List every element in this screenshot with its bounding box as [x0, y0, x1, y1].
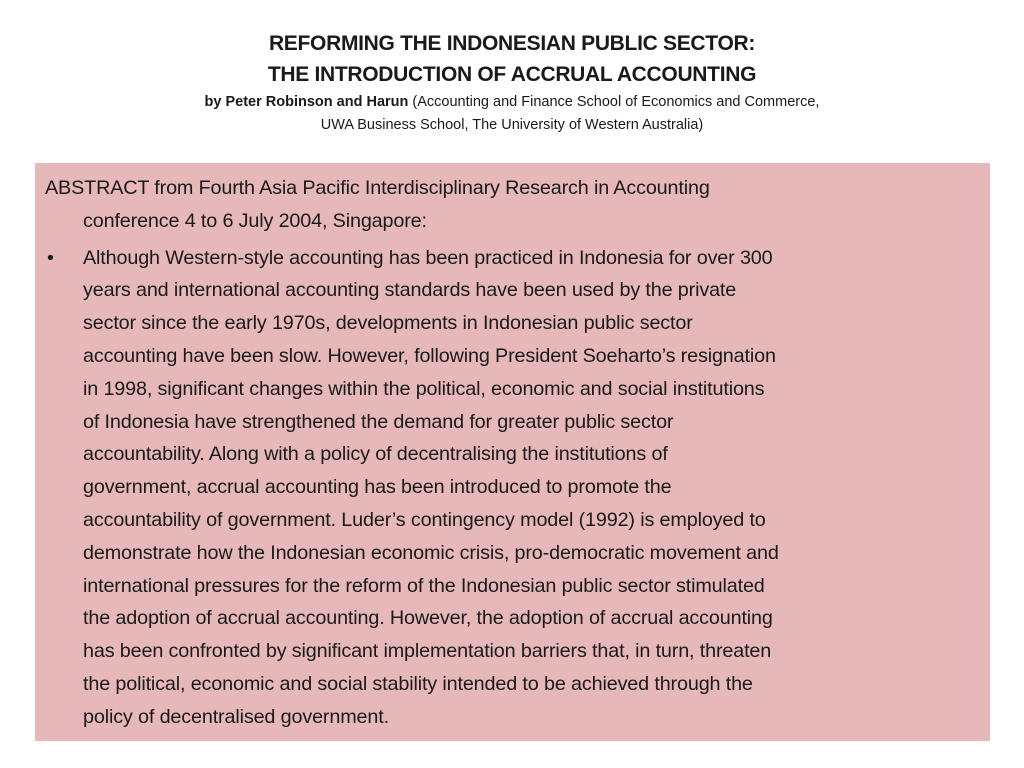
- abstract-body-line: the adoption of accrual accounting. However, the adoption of accrual accounting: [83, 607, 773, 630]
- abstract-body-line: of Indonesia have strengthened the demand for greater public sector: [83, 410, 674, 433]
- affiliation-line-1: (Accounting and Finance School of Economics and Commerce,: [408, 94, 820, 110]
- abstract-body-line: accountability. Along with a policy of decentralising the institutions of: [83, 443, 668, 466]
- abstract-body-line: in 1998, significant changes within the political, economic and social institutions: [83, 377, 765, 400]
- abstract-body-line: demonstrate how the Indonesian economic crisis, pro-democratic movement and: [83, 541, 779, 564]
- abstract-body-line: years and international accounting standards have been used by the private: [83, 279, 737, 302]
- abstract-body-line: has been confronted by significant implementation barriers that, in turn, threaten: [83, 640, 772, 663]
- slide-title-line-2: THE INTRODUCTION OF ACCRUAL ACCOUNTING: [267, 63, 757, 86]
- abstract-bullet-item: [45, 242, 990, 734]
- byline: [0, 91, 1024, 113]
- abstract-box: [35, 163, 990, 741]
- bullet-marker: •: [47, 246, 54, 269]
- abstract-body-line: sector since the early 1970s, developments in Indonesian public sector: [83, 312, 693, 335]
- slide-title-line-1: REFORMING THE INDONESIAN PUBLIC SECTOR:: [268, 32, 756, 55]
- abstract-body-line: Although Western-style accounting has been practiced in Indonesia for over 300: [83, 246, 773, 269]
- abstract-body-line: accounting have been slow. However, following President Soeharto’s resignation: [83, 344, 776, 367]
- abstract-body-line: government, accrual accounting has been introduced to promote the: [83, 476, 672, 499]
- abstract-heading-line: conference 4 to 6 July 2004, Singapore:: [83, 209, 427, 232]
- abstract-heading: [45, 172, 990, 238]
- abstract-body-line: policy of decentralised government.: [83, 705, 389, 728]
- abstract-body-line: the political, economic and social stability intended to be achieved through the: [83, 672, 753, 695]
- affiliation-line-2: UWA Business School, The University of Western Australia): [320, 117, 704, 133]
- abstract-heading-line: ABSTRACT from Fourth Asia Pacific Interdisciplinary Research in Accounting: [45, 177, 710, 199]
- slide-header: [0, 28, 1024, 136]
- authors: by Peter Robinson and Harun: [204, 94, 409, 110]
- abstract-body-line: accountability of government. Luder’s contingency model (1992) is employed to: [83, 508, 766, 531]
- abstract-body-line: international pressures for the reform of the Indonesian public sector stimulated: [83, 574, 765, 597]
